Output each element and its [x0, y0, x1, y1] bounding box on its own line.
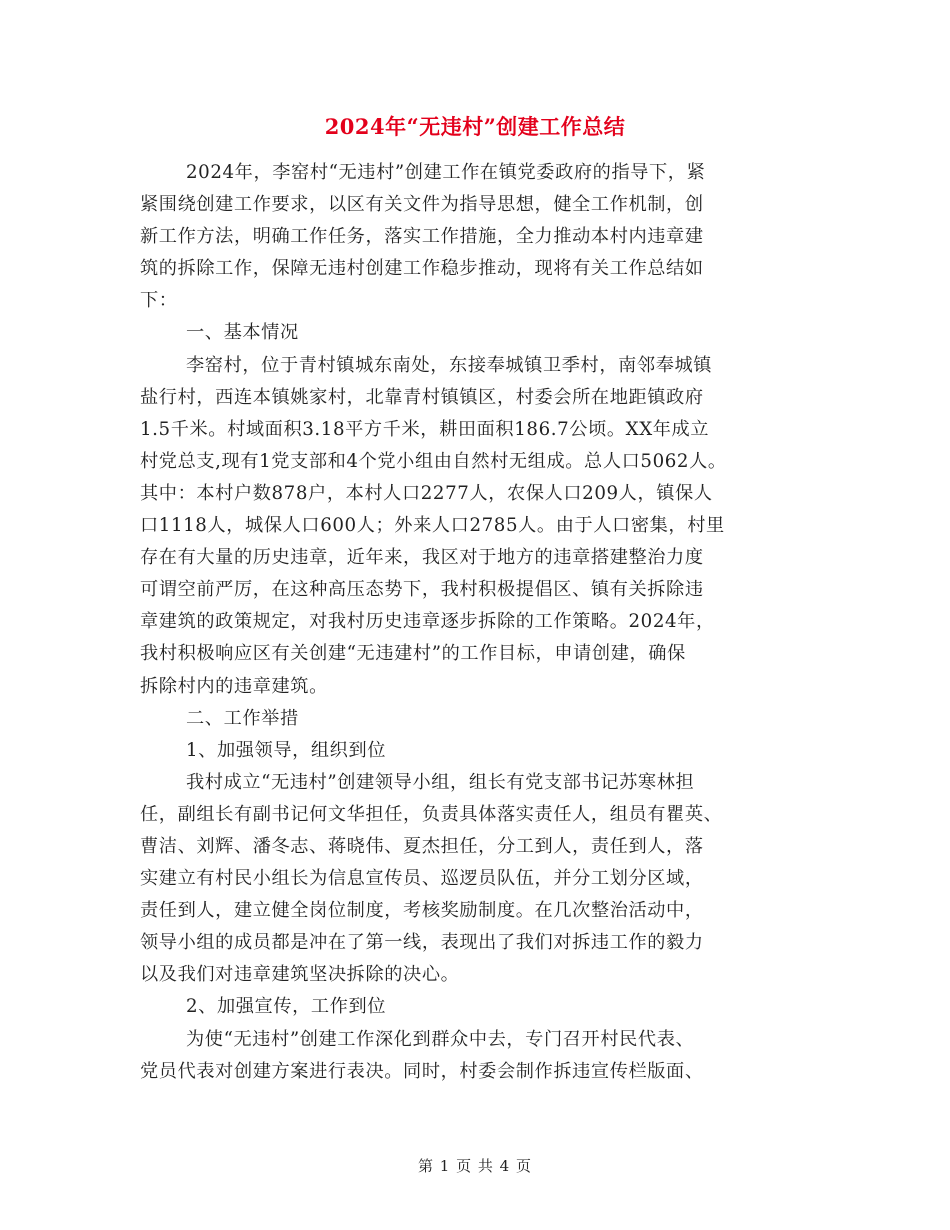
text-line: 新工作方法，明确工作任务，落实工作措施，全力推动本村内违章建	[140, 226, 704, 248]
text-line: 2024年，李窑村“无违村”创建工作在镇党委政府的指导下，紧	[186, 162, 706, 183]
text-line: 曹洁、刘辉、潘冬志、蒋晓伟、夏杰担任，分工到人，责任到人，落	[140, 835, 704, 857]
text-line: 责任到人，建立健全岗位制度，考核奖励制度。在几次整治活动中，	[140, 900, 704, 922]
text-line: 盐行村，西连本镇姚家村，北靠青村镇镇区，村委会所在地距镇政府	[140, 386, 704, 408]
text-line: 村党总支,现有1党支部和4个党小组由自然村无组成。总人口5062人。	[140, 450, 727, 472]
text-line: 存在有大量的历史违章，近年来，我区对于地方的违章搭建整治力度	[140, 547, 704, 569]
text-line: 筑的拆除工作，保障无违村创建工作稳步推动，现将有关工作总结如	[140, 258, 704, 280]
text-line: 领导小组的成员都是冲在了第一线，表现出了我们对拆违工作的毅力	[140, 932, 704, 954]
text-line: 章建筑的政策规定，对我村历史违章逐步拆除的工作策略。2024年，	[140, 611, 715, 633]
text-line: 1.5千米。村域面积3.18平方千米，耕田面积186.7公顷。XX年成立	[140, 418, 710, 440]
document-title: 2024年“无违村”创建工作总结	[324, 114, 626, 139]
text-line: 李窑村，位于青村镇城东南处，东接奉城镇卫季村，南邻奉城镇	[186, 354, 713, 376]
text-line: 其中：本村户数878户，本村人口2277人，农保人口209人，镇保人	[140, 482, 713, 504]
document-body	[140, 157, 820, 1088]
text-line: 1、加强领导，组织到位	[186, 739, 387, 761]
text-line: 下：	[140, 290, 178, 312]
page-footer: 第 1 页 共 4 页	[418, 1157, 532, 1175]
text-line: 以及我们对违章建筑坚决拆除的决心。	[140, 964, 460, 986]
text-line: 拆除村内的违章建筑。	[140, 675, 328, 697]
text-line: 2、加强宣传，工作到位	[186, 996, 387, 1018]
text-line: 可谓空前严厉，在这种高压态势下，我村积极提倡区、镇有关拆除违	[140, 579, 704, 601]
text-line: 为使“无违村”创建工作深化到群众中去，专门召开村民代表、	[186, 1028, 695, 1050]
text-line: 实建立有村民小组长为信息宣传员、巡逻员队伍，并分工划分区域，	[140, 868, 704, 890]
text-line: 一、基本情况	[186, 322, 299, 344]
text-line: 紧围绕创建工作要求，以区有关文件为指导思想，健全工作机制，创	[140, 194, 704, 216]
text-line: 党员代表对创建方案进行表决。同时，村委会制作拆违宣传栏版面、	[140, 1060, 704, 1082]
text-line: 我村积极响应区有关创建“无违建村”的工作目标，申请创建，确保	[140, 643, 686, 665]
text-line: 口1118人，城保人口600人；外来人口2785人。由于人口密集，村里	[140, 515, 725, 537]
text-line: 二、工作举措	[186, 707, 299, 729]
text-line: 任，副组长有副书记何文华担任，负责具体落实责任人，组员有瞿英、	[140, 803, 723, 825]
text-line: 我村成立“无违村”创建领导小组，组长有党支部书记苏寒林担	[186, 771, 695, 793]
